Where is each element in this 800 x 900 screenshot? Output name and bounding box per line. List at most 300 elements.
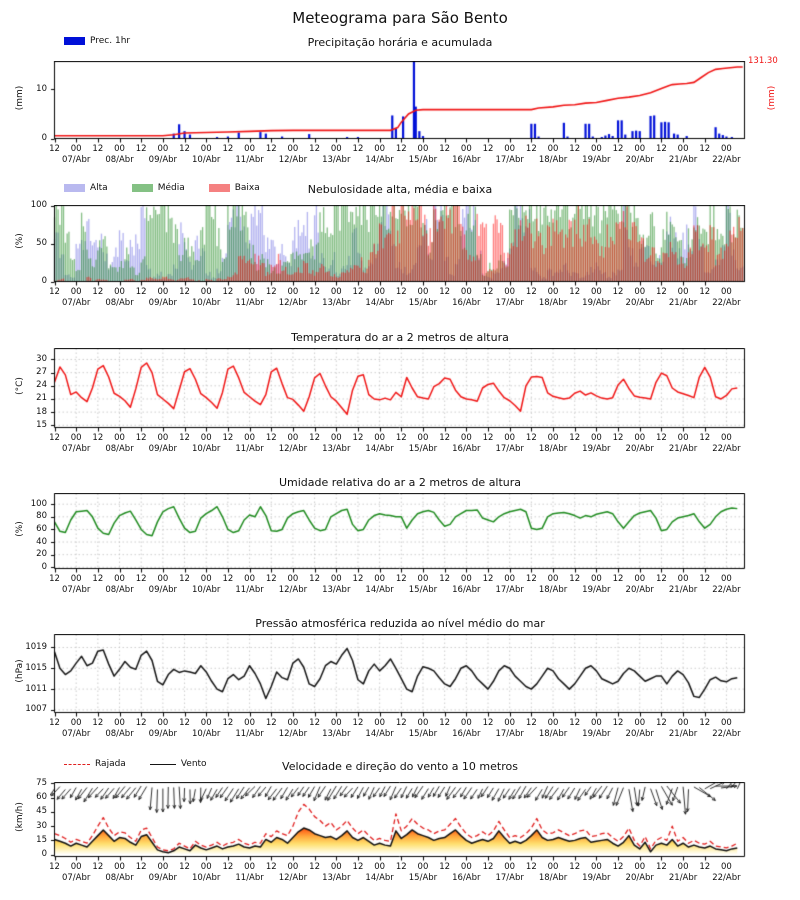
x-tick-label: 00: [677, 718, 689, 728]
x-tick-label: 12: [179, 287, 190, 297]
y-tick-label: 20: [36, 549, 47, 560]
x-tick-label: 12: [352, 144, 364, 154]
x-tick-label: 12: [309, 433, 320, 443]
x-tick-label: 12: [222, 144, 234, 154]
y-tick-label: 15: [36, 419, 47, 430]
day-label: 07/Abr: [61, 729, 91, 739]
x-tick-label: 12: [612, 287, 624, 297]
x-tick-label: 00: [677, 862, 689, 872]
y-tick-label: 75: [36, 777, 47, 788]
day-label: 11/Abr: [235, 444, 264, 454]
day-label: 14/Abr: [365, 155, 394, 165]
x-tick-label: 00: [330, 862, 342, 872]
x-tick-label: 12: [309, 144, 320, 154]
x-tick-label: 12: [569, 287, 581, 297]
x-tick-label: 00: [374, 862, 386, 872]
x-tick-label: 00: [330, 287, 342, 297]
day-label: 15/Abr: [408, 298, 438, 308]
x-tick-label: 00: [547, 287, 559, 297]
x-tick-label: 00: [330, 144, 342, 154]
x-tick-label: 00: [547, 144, 559, 154]
x-tick-label: 00: [287, 862, 299, 872]
x-tick-label: 12: [49, 862, 60, 872]
alta-swatch: [64, 184, 85, 192]
day-label: 11/Abr: [235, 298, 264, 308]
x-tick-label: 12: [395, 718, 407, 728]
media-label: Média: [157, 183, 185, 193]
day-label: 22/Abr: [712, 444, 741, 454]
precip-ylabel: (mm): [15, 85, 25, 111]
day-label: 14/Abr: [365, 873, 394, 883]
y-tick-label: 100: [30, 498, 47, 509]
x-tick-label: 00: [330, 718, 342, 728]
x-tick-label: 12: [699, 718, 711, 728]
x-tick-label: 12: [49, 287, 60, 297]
x-tick-label: 12: [309, 574, 320, 584]
day-label: 20/Abr: [625, 444, 654, 454]
x-tick-label: 12: [655, 287, 667, 297]
x-tick-label: 12: [612, 574, 624, 584]
x-tick-label: 12: [569, 718, 581, 728]
x-tick-label: 00: [374, 433, 386, 443]
legend-item-prec1hr: [64, 36, 130, 46]
day-label: 08/Abr: [105, 585, 134, 595]
y-tick-label: 21: [36, 393, 47, 404]
day-label: 15/Abr: [408, 873, 438, 883]
x-tick-label: 12: [352, 287, 364, 297]
y-tick-label: 1019: [25, 642, 47, 652]
day-label: 11/Abr: [235, 873, 264, 883]
x-tick-label: 12: [352, 433, 364, 443]
legend-item-baixa: [209, 183, 260, 193]
x-tick-label: 12: [135, 287, 147, 297]
x-tick-label: 00: [721, 433, 732, 443]
x-tick-label: 12: [309, 862, 320, 872]
x-tick-label: 12: [395, 862, 407, 872]
y-tick-label: 0: [41, 561, 47, 572]
x-tick-label: 12: [569, 862, 581, 872]
day-label: 21/Abr: [668, 873, 698, 883]
x-tick-label: 00: [287, 574, 299, 584]
x-tick-label: 00: [460, 718, 472, 728]
x-tick-label: 00: [634, 144, 646, 154]
day-label: 22/Abr: [712, 729, 741, 739]
x-tick-label: 12: [222, 718, 234, 728]
legend-item-alta: [64, 183, 108, 193]
x-tick-label: 00: [634, 574, 646, 584]
x-tick-label: 12: [92, 433, 104, 443]
day-label: 07/Abr: [61, 873, 91, 883]
x-tick-label: 12: [482, 433, 494, 443]
x-tick-label: 12: [265, 718, 277, 728]
day-label: 14/Abr: [365, 298, 394, 308]
x-tick-label: 12: [699, 287, 711, 297]
x-tick-label: 00: [70, 433, 82, 443]
x-tick-label: 00: [417, 144, 429, 154]
day-label: 16/Abr: [452, 155, 481, 165]
day-label: 17/Abr: [495, 585, 524, 595]
x-tick-label: 12: [482, 287, 494, 297]
day-label: 19/Abr: [582, 155, 611, 165]
day-label: 18/Abr: [538, 444, 568, 454]
x-tick-label: 00: [460, 144, 472, 154]
x-tick-label: 12: [525, 144, 537, 154]
day-label: 21/Abr: [668, 444, 698, 454]
x-tick-label: 00: [677, 433, 689, 443]
x-tick-label: 12: [699, 433, 711, 443]
x-tick-label: 00: [721, 144, 732, 154]
y-tick-label: 1015: [25, 662, 47, 673]
day-label: 20/Abr: [625, 298, 654, 308]
x-tick-label: 12: [352, 862, 364, 872]
pressure-title: Pressão atmosférica reduzida ao nível médio do mar: [255, 617, 545, 630]
y-tick-label: 0: [41, 133, 47, 143]
day-label: 22/Abr: [712, 873, 741, 883]
day-label: 19/Abr: [582, 585, 611, 595]
baixa-label: Baixa: [234, 183, 260, 193]
x-tick-label: 00: [244, 718, 255, 728]
x-tick-label: 00: [114, 718, 125, 728]
x-tick-label: 12: [612, 433, 624, 443]
cloud-title: Nebulosidade alta, média e baixa: [307, 183, 493, 196]
day-label: 16/Abr: [452, 873, 481, 883]
day-label: 18/Abr: [538, 298, 568, 308]
x-tick-label: 00: [287, 287, 299, 297]
x-tick-label: 00: [157, 574, 169, 584]
day-label: 22/Abr: [712, 585, 741, 595]
x-tick-label: 12: [482, 574, 494, 584]
x-tick-label: 00: [200, 718, 212, 728]
day-label: 20/Abr: [625, 155, 654, 165]
y-tick-label: 80: [36, 511, 47, 522]
day-label: 20/Abr: [625, 585, 654, 595]
x-tick-label: 00: [157, 287, 169, 297]
x-tick-label: 12: [525, 574, 537, 584]
day-label: 10/Abr: [192, 155, 221, 165]
vento-line-sample: [150, 764, 176, 765]
x-tick-label: 12: [92, 862, 104, 872]
day-label: 17/Abr: [495, 298, 524, 308]
x-tick-label: 12: [222, 574, 234, 584]
x-tick-label: 12: [482, 144, 494, 154]
day-label: 15/Abr: [408, 585, 438, 595]
x-tick-label: 00: [374, 574, 386, 584]
x-tick-label: 00: [114, 862, 125, 872]
x-tick-label: 12: [395, 574, 407, 584]
x-tick-label: 00: [244, 144, 255, 154]
prec1hr-swatch: [64, 37, 85, 45]
x-tick-label: 00: [70, 718, 82, 728]
day-label: 15/Abr: [408, 155, 438, 165]
x-tick-label: 12: [699, 144, 711, 154]
x-tick-label: 12: [395, 433, 407, 443]
x-tick-label: 12: [482, 718, 494, 728]
x-tick-label: 00: [200, 433, 212, 443]
x-tick-label: 00: [504, 718, 516, 728]
day-label: 10/Abr: [192, 298, 221, 308]
day-label: 19/Abr: [582, 729, 611, 739]
day-label: 12/Abr: [278, 729, 308, 739]
x-tick-label: 12: [222, 862, 234, 872]
x-tick-label: 00: [200, 862, 212, 872]
x-tick-label: 00: [417, 718, 429, 728]
x-tick-label: 12: [179, 718, 190, 728]
x-tick-label: 00: [547, 862, 559, 872]
x-tick-label: 12: [265, 574, 277, 584]
day-label: 21/Abr: [668, 585, 698, 595]
y-tick-label: 60: [36, 792, 47, 803]
day-label: 12/Abr: [278, 585, 308, 595]
x-tick-label: 00: [721, 718, 732, 728]
day-label: 07/Abr: [61, 155, 91, 165]
day-label: 12/Abr: [278, 873, 308, 883]
precip-title: Precipitação horária e acumulada: [307, 36, 493, 49]
y-tick-label: 40: [36, 536, 47, 547]
day-label: 16/Abr: [452, 444, 481, 454]
main-title: Meteograma para São Bento: [292, 9, 508, 27]
humidity-chart-canvas: [50, 493, 746, 574]
x-tick-label: 12: [482, 862, 494, 872]
cloud-ylabel: (%): [15, 233, 25, 249]
x-tick-label: 12: [265, 862, 277, 872]
temp-chart-canvas: [50, 348, 746, 433]
day-label: 19/Abr: [582, 873, 611, 883]
x-tick-label: 00: [157, 862, 169, 872]
x-tick-label: 12: [92, 144, 104, 154]
x-tick-label: 00: [244, 862, 255, 872]
x-tick-label: 12: [525, 433, 537, 443]
x-tick-label: 12: [135, 718, 147, 728]
day-label: 08/Abr: [105, 298, 134, 308]
x-tick-label: 12: [49, 718, 60, 728]
day-label: 09/Abr: [148, 585, 178, 595]
x-tick-label: 12: [699, 862, 711, 872]
x-tick-label: 12: [352, 574, 364, 584]
precip-chart-canvas: [50, 61, 746, 144]
rajada-label: Rajada: [95, 759, 126, 769]
x-tick-label: 00: [504, 433, 516, 443]
x-tick-label: 00: [114, 144, 125, 154]
x-tick-label: 12: [265, 433, 277, 443]
wind-legend: [64, 759, 225, 769]
rajada-line-sample: [64, 764, 90, 765]
precip-legend: [64, 36, 148, 46]
day-label: 11/Abr: [235, 155, 264, 165]
x-tick-label: 12: [439, 287, 451, 297]
y-tick-label: 1007: [25, 704, 47, 715]
day-label: 21/Abr: [668, 155, 698, 165]
day-label: 14/Abr: [365, 585, 394, 595]
day-label: 13/Abr: [322, 444, 351, 454]
x-tick-label: 12: [92, 287, 104, 297]
y-tick-label: 50: [36, 238, 47, 248]
media-swatch: [132, 184, 153, 192]
x-tick-label: 00: [547, 718, 559, 728]
x-tick-label: 12: [439, 433, 451, 443]
day-label: 15/Abr: [408, 444, 438, 454]
temp-title: Temperatura do ar a 2 metros de altura: [291, 331, 509, 344]
y-tick-label: 1011: [25, 683, 47, 694]
alta-label: Alta: [90, 183, 108, 193]
wind-title: Velocidade e direção do vento a 10 metros: [282, 760, 518, 773]
day-label: 08/Abr: [105, 873, 134, 883]
day-label: 17/Abr: [495, 873, 524, 883]
day-label: 12/Abr: [278, 444, 308, 454]
day-label: 11/Abr: [235, 729, 264, 739]
x-tick-label: 12: [569, 144, 581, 154]
day-label: 14/Abr: [365, 444, 394, 454]
day-label: 22/Abr: [712, 155, 741, 165]
x-tick-label: 00: [721, 287, 732, 297]
x-tick-label: 00: [200, 574, 212, 584]
precip-right-ylabel: (mm): [767, 85, 777, 111]
x-tick-label: 00: [547, 574, 559, 584]
x-tick-label: 12: [222, 433, 234, 443]
x-tick-label: 00: [590, 862, 602, 872]
accum-total-label: 131.30: [748, 56, 778, 66]
x-tick-label: 00: [460, 287, 472, 297]
baixa-swatch: [209, 184, 230, 192]
x-tick-label: 12: [49, 144, 60, 154]
x-tick-label: 12: [525, 287, 537, 297]
x-tick-label: 00: [460, 862, 472, 872]
x-tick-label: 00: [677, 287, 689, 297]
x-tick-label: 00: [287, 718, 299, 728]
x-tick-label: 00: [547, 433, 559, 443]
x-tick-label: 12: [179, 862, 190, 872]
x-tick-label: 12: [135, 144, 147, 154]
y-tick-label: 45: [36, 806, 47, 817]
x-tick-label: 12: [569, 433, 581, 443]
legend-item-rajada: [64, 759, 126, 769]
x-tick-label: 12: [655, 718, 667, 728]
day-label: 17/Abr: [495, 155, 524, 165]
day-label: 07/Abr: [61, 444, 91, 454]
day-label: 19/Abr: [582, 444, 611, 454]
x-tick-label: 12: [265, 144, 277, 154]
wind-chart-canvas: [50, 782, 746, 862]
x-tick-label: 12: [439, 862, 451, 872]
cloud-chart-canvas: [50, 205, 746, 287]
x-tick-label: 00: [157, 718, 169, 728]
day-label: 10/Abr: [192, 585, 221, 595]
x-tick-label: 00: [590, 718, 602, 728]
day-label: 08/Abr: [105, 155, 134, 165]
day-label: 18/Abr: [538, 729, 568, 739]
x-tick-label: 00: [417, 287, 429, 297]
day-label: 18/Abr: [538, 873, 568, 883]
x-tick-label: 12: [179, 433, 190, 443]
humidity-title: Umidade relativa do ar a 2 metros de altura: [278, 476, 522, 489]
day-label: 09/Abr: [148, 873, 178, 883]
day-label: 21/Abr: [668, 298, 698, 308]
x-tick-label: 12: [49, 574, 60, 584]
day-label: 08/Abr: [105, 729, 134, 739]
x-tick-label: 12: [265, 287, 277, 297]
x-tick-label: 12: [395, 287, 407, 297]
day-label: 16/Abr: [452, 585, 481, 595]
day-label: 16/Abr: [452, 729, 481, 739]
x-tick-label: 12: [699, 574, 711, 584]
x-tick-label: 12: [179, 574, 190, 584]
day-label: 09/Abr: [148, 298, 178, 308]
y-tick-label: 30: [36, 820, 47, 831]
day-label: 15/Abr: [408, 729, 438, 739]
day-label: 13/Abr: [322, 873, 351, 883]
y-tick-label: 24: [36, 380, 47, 391]
x-tick-label: 00: [374, 718, 386, 728]
x-tick-label: 12: [612, 862, 624, 872]
day-label: 13/Abr: [322, 729, 351, 739]
day-label: 20/Abr: [625, 729, 654, 739]
day-label: 07/Abr: [61, 585, 91, 595]
x-tick-label: 00: [157, 433, 169, 443]
x-tick-label: 12: [439, 718, 451, 728]
x-tick-label: 00: [634, 287, 646, 297]
y-tick-label: 30: [36, 353, 47, 364]
legend-item-media: [132, 183, 185, 193]
x-tick-label: 12: [655, 574, 667, 584]
day-label: 13/Abr: [322, 155, 351, 165]
y-tick-label: 27: [36, 367, 47, 378]
x-tick-label: 00: [504, 862, 516, 872]
day-label: 08/Abr: [105, 444, 134, 454]
x-tick-label: 00: [721, 574, 732, 584]
x-tick-label: 12: [352, 718, 364, 728]
x-tick-label: 00: [590, 574, 602, 584]
cloud-legend: [64, 183, 278, 193]
x-tick-label: 00: [417, 433, 429, 443]
x-tick-label: 00: [244, 574, 255, 584]
y-tick-label: 18: [36, 406, 47, 417]
x-tick-label: 00: [504, 287, 516, 297]
x-tick-label: 00: [590, 144, 602, 154]
day-label: 21/Abr: [668, 729, 698, 739]
day-label: 09/Abr: [148, 729, 178, 739]
wind-ylabel: (km/h): [15, 802, 25, 832]
x-tick-label: 12: [655, 862, 667, 872]
x-tick-label: 00: [590, 433, 602, 443]
pressure-ylabel: (hPa): [15, 659, 25, 683]
pressure-chart-canvas: [50, 634, 746, 718]
y-tick-label: 10: [36, 83, 47, 94]
x-tick-label: 12: [135, 862, 147, 872]
y-tick-label: 60: [36, 523, 47, 534]
x-tick-label: 00: [460, 433, 472, 443]
x-tick-label: 00: [374, 287, 386, 297]
x-tick-label: 00: [70, 144, 82, 154]
temp-ylabel: (°C): [15, 377, 25, 395]
x-tick-label: 00: [244, 287, 255, 297]
prec1hr-label: Prec. 1hr: [90, 36, 131, 46]
day-label: 09/Abr: [148, 444, 178, 454]
x-tick-label: 12: [655, 433, 667, 443]
day-label: 20/Abr: [625, 873, 654, 883]
day-label: 09/Abr: [148, 155, 178, 165]
day-label: 13/Abr: [322, 298, 351, 308]
x-tick-label: 12: [439, 574, 451, 584]
x-tick-label: 12: [439, 144, 451, 154]
x-tick-label: 12: [655, 144, 667, 154]
day-label: 17/Abr: [495, 729, 524, 739]
x-tick-label: 00: [200, 287, 212, 297]
x-tick-label: 00: [460, 574, 472, 584]
x-tick-label: 12: [569, 574, 581, 584]
x-tick-label: 00: [287, 144, 299, 154]
day-label: 22/Abr: [712, 298, 741, 308]
x-tick-label: 00: [330, 574, 342, 584]
x-tick-label: 12: [309, 287, 320, 297]
